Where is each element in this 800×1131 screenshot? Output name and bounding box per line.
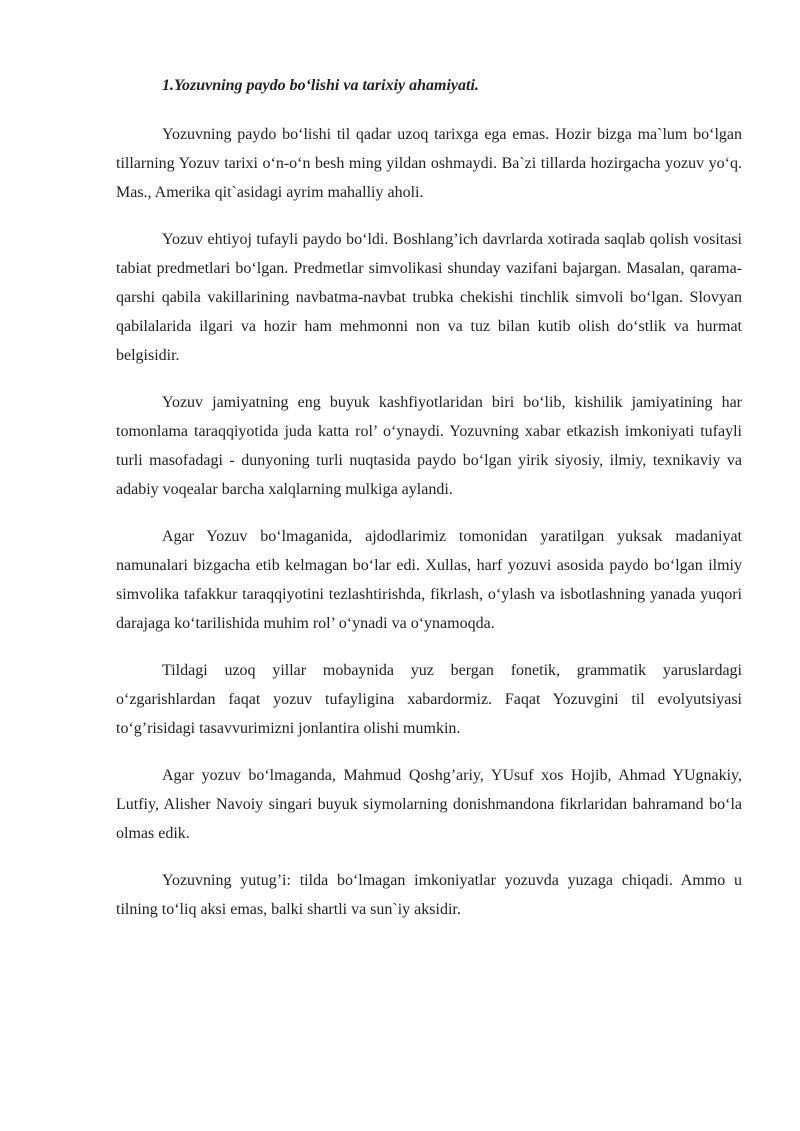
paragraph-2: Yozuv ehtiyoj tufayli paydo bo‘ldi. Boshlang’ich davrlarda xotirada saqlab qolish vositasi tabiat predmetlari bo‘lgan. Predmetlar simvolikasi shunday vazifani bajargan. Masalan, qarama-qarshi qabila vakillarining navbatma-navbat trubka chekishi tinchlik simvoli bo‘lgan. Slovyan qabilalarida ilgari va hozir ham mehmonni non va tuz bilan kutib olish do‘stlik va hurmat belgisidir. (116, 231, 742, 364)
paragraph-5: Tildagi uzoq yillar mobaynida yuz bergan fonetik, grammatik yaruslardagi o‘zgarishlardan faqat yozuv tufayligina xabardormiz. Faqat Yozuvgini til evolyutsiyasi to‘g’risidagi tasavvurimizni jonlantira olishi mumkin. (116, 662, 742, 737)
paragraph-6: Agar yozuv bo‘lmaganda, Mahmud Qoshg’ariy, YUsuf xos Hojib, Ahmad YUgnakiy, Lutfiy, Alisher Navoiy singari buyuk siymolarning donishmandona fikrlaridan bahramand bo‘la olmas edik. (116, 767, 742, 842)
paragraph-7: Yozuvning yutug’i: tilda bo‘lmagan imkoniyatlar yozuvda yuzaga chiqadi. Ammo u tilning to‘liq aksi emas, balki shartli va sun`iy aksidir. (116, 872, 742, 918)
paragraph-3: Yozuv jamiyatning eng buyuk kashfiyotlaridan biri bo‘lib, kishilik jamiyatining har tomonlama taraqqiyotida juda katta rol’ o‘ynaydi. Yozuvning xabar etkazish imkoniyati tufayli turli masofadagi - dunyoning turli nuqtasida paydo bo‘lgan yirik siyosiy, ilmiy, texnikaviy va adabiy voqealar barcha xalqlarning mulkiga aylandi. (116, 394, 742, 498)
paragraph-4: Agar Yozuv bo‘lmaganida, ajdodlarimiz tomonidan yaratilgan yuksak madaniyat namunalari bizgacha etib kelmagan bo‘lar edi. Xullas, harf yozuvi asosida paydo bo‘lgan ilmiy simvolika tafakkur taraqqiyotini tezlashtirishda, fikrlash, o‘ylash va isbotlashning yanada yuqori darajaga ko‘tarilishida muhim rol’ o‘ynadi va o‘ynamoqda. (116, 528, 742, 632)
paragraph-1: Yozuvning paydo bo‘lishi til qadar uzoq tarixga ega emas. Hozir bizga ma`lum bo‘lgan tillarning Yozuv tarixi o‘n-o‘n besh ming yildan oshmaydi. Ba`zi tillarda hozirgacha yozuv yo‘q. Mas., Amerika qit`asidagi ayrim mahalliy aholi. (116, 126, 742, 201)
section-heading: 1.Yozuvning paydo bo‘lishi va tarixiy ahamiyati. (162, 77, 479, 94)
document-body (116, 72, 742, 942)
